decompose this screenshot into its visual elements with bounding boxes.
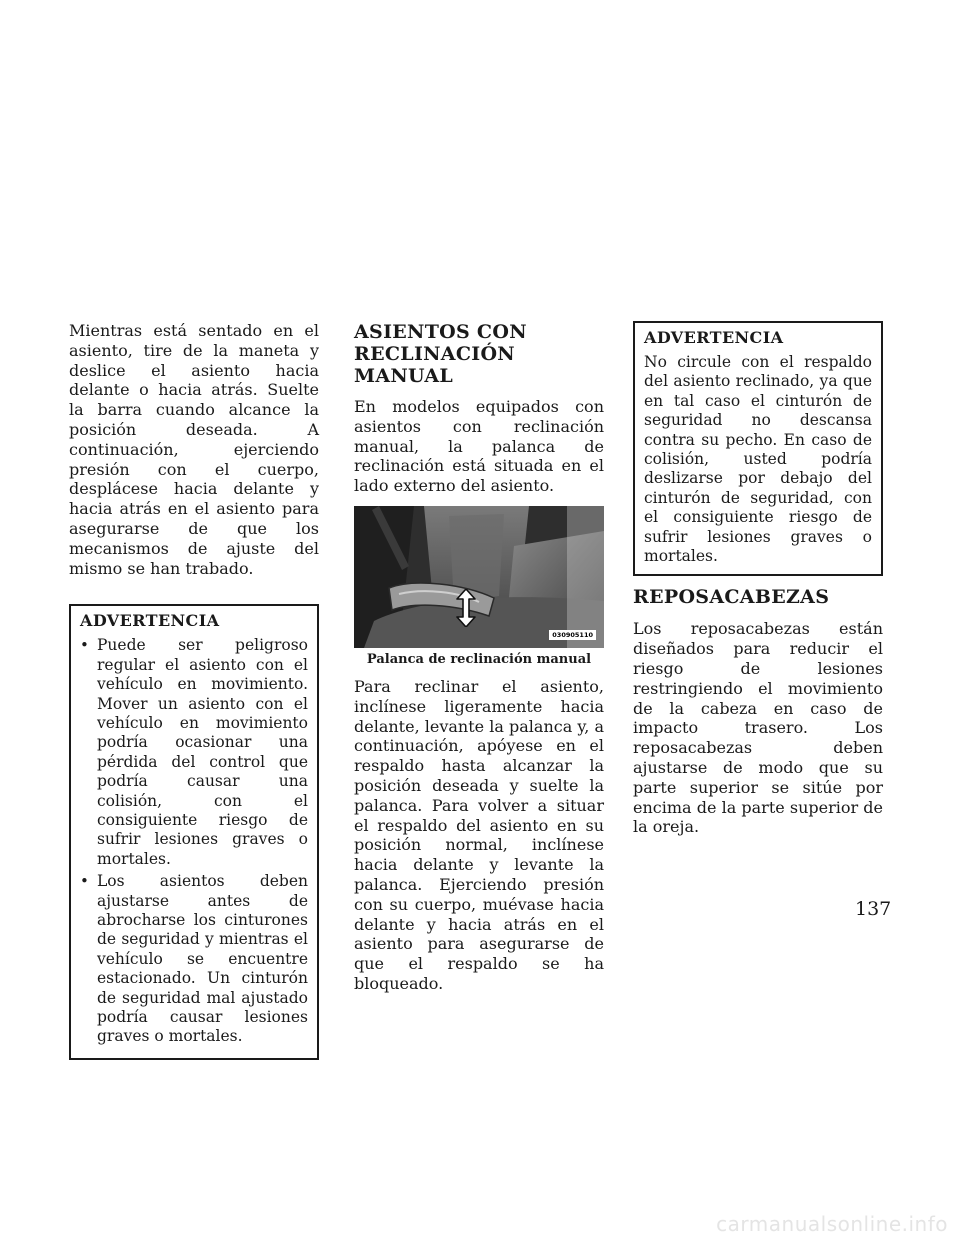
warning-title: ADVERTENCIA xyxy=(80,611,220,631)
heading-line: ASIENTOS CON xyxy=(354,321,527,343)
warning-title: ADVERTENCIA xyxy=(644,328,784,347)
warning-box-seat-adjust xyxy=(69,604,319,1060)
head-restraints-paragraph: Los reposacabezas están diseñados para reducir el riesgo de lesiones restringiendo el movimiento de la cabeza en caso de impacto trasero. Los reposacabezas deben ajustarse de modo que su parte superior se sitúe por encima de la parte superior de la oreja. xyxy=(633,619,883,837)
page-number: 137 xyxy=(855,898,892,920)
recline-instructions-paragraph: Para reclinar el asiento, inclínese ligeramente hacia delante, levante la palanca y, a continuación, apóyese en el respaldo hasta alcanzar la posición deseada y suelte la palanca. Para volver a situar el respaldo del asiento en su posición normal, inclínese hacia delante y levante la palanca. Ejerciendo presión con su cuerpo, muévase hacia delante y hacia atrás en el asiento para asegurarse de que el respaldo se ha bloqueado. xyxy=(354,676,604,993)
seat-illustration xyxy=(354,506,604,648)
warning-list xyxy=(80,636,308,1047)
warning-text: No circule con el respaldo del asiento reclinado, ya que en tal caso el cinturón de seguridad no descansa contra su pecho. En caso de colisión, usted podría deslizarse por debajo del cinturón de seguridad, con el consiguiente riesgo de sufrir lesiones graves o mortales. xyxy=(644,353,872,566)
double-arrow-icon xyxy=(456,589,476,627)
right-column xyxy=(633,321,883,837)
seat-adjust-paragraph: Mientras está sentado en el asiento, tire de la maneta y deslice el asiento hacia delante o hacia atrás. Suelte la barra cuando alcance la posición deseada. A continuación, ejerciendo presión con el cuerpo, desplácese hacia delante y hacia atrás en el asiento para asegurarse de que los mecanismos de ajuste del mismo se han trabado. xyxy=(69,321,319,578)
warning-item: • Los asientos deben ajustarse antes de abrocharse los cinturones de seguridad y mientras el vehículo se encuentre estacionado. Un cinturón de seguridad mal ajustado podría causar lesiones graves o mortales. xyxy=(80,872,308,1047)
warning-box-recline xyxy=(633,321,883,576)
recline-lever-photo xyxy=(354,506,604,648)
watermark-text: carmanualsonline.info xyxy=(716,1212,948,1236)
figure-caption: Palanca de reclinación manual xyxy=(366,651,592,667)
figure-code: 030905110 xyxy=(549,630,596,640)
middle-column xyxy=(354,321,604,994)
section-heading-manual-recline xyxy=(354,321,604,387)
section-heading-head-restraints: REPOSACABEZAS xyxy=(633,586,830,609)
heading-line: RECLINACIÓN MANUAL xyxy=(354,343,515,387)
recline-intro-paragraph: En modelos equipados con asientos con reclinación manual, la palanca de reclinación está situada en el lado externo del asiento. xyxy=(354,397,604,496)
left-column xyxy=(69,321,319,1060)
warning-item: • Puede ser peligroso regular el asiento con el vehículo en movimiento. Mover un asiento con el vehículo en movimiento podría ocasionar una pérdida del control que podría causar una colisión, con el consiguiente riesgo de sufrir lesiones graves o mortales. xyxy=(80,636,308,869)
